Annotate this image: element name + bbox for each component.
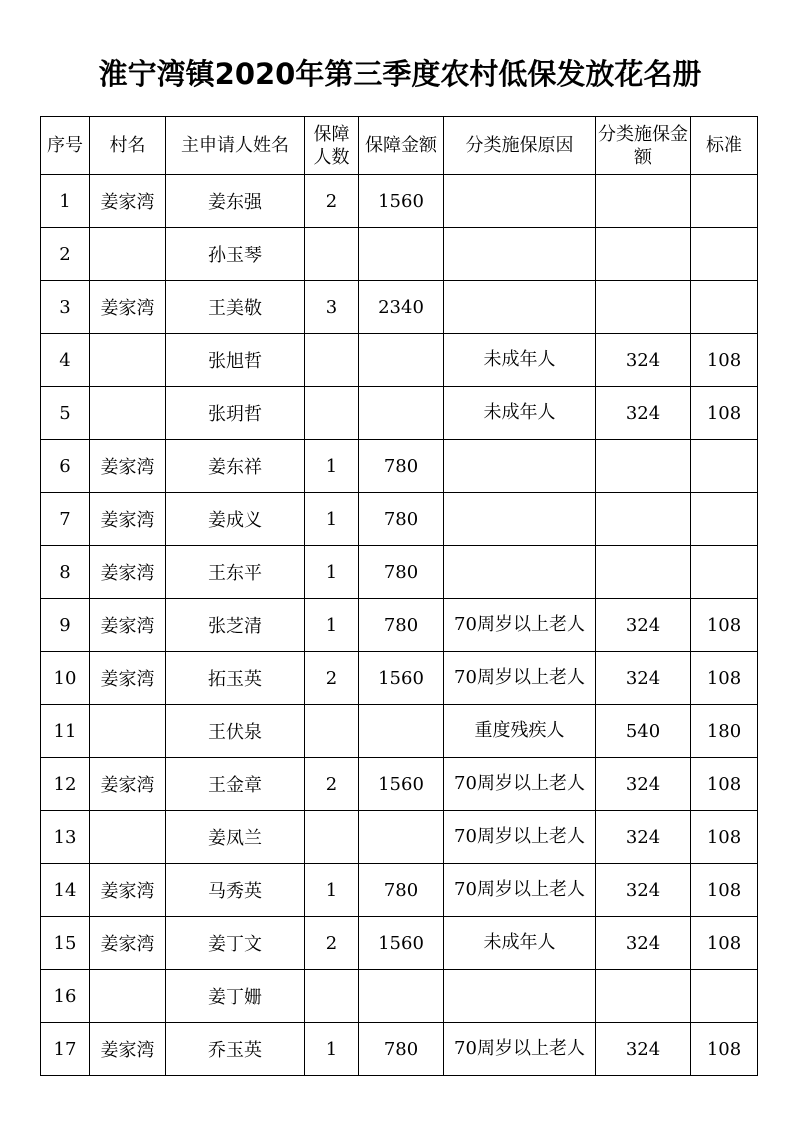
cell-applicant: 张旭哲 xyxy=(166,334,305,387)
cell-class-amount: 324 xyxy=(596,599,691,652)
cell-class-amount: 324 xyxy=(596,387,691,440)
table-row xyxy=(41,281,758,334)
cell-applicant: 张玥哲 xyxy=(166,387,305,440)
cell-reason xyxy=(444,440,596,493)
cell-standard: 108 xyxy=(691,917,758,970)
cell-persons: 1 xyxy=(305,546,359,599)
cell-persons xyxy=(305,970,359,1023)
cell-village xyxy=(90,970,166,1023)
cell-persons: 1 xyxy=(305,864,359,917)
cell-class-amount: 540 xyxy=(596,705,691,758)
cell-persons: 3 xyxy=(305,281,359,334)
cell-class-amount xyxy=(596,440,691,493)
cell-amount: 1560 xyxy=(359,917,444,970)
cell-amount xyxy=(359,970,444,1023)
cell-index: 14 xyxy=(41,864,90,917)
cell-applicant: 王伏泉 xyxy=(166,705,305,758)
cell-standard: 108 xyxy=(691,758,758,811)
cell-applicant: 孙玉琴 xyxy=(166,228,305,281)
roster-table xyxy=(40,116,758,1076)
cell-class-amount: 324 xyxy=(596,652,691,705)
cell-applicant: 姜成义 xyxy=(166,493,305,546)
table-row xyxy=(41,917,758,970)
cell-standard: 108 xyxy=(691,811,758,864)
cell-standard xyxy=(691,970,758,1023)
cell-village: 姜家湾 xyxy=(90,864,166,917)
cell-applicant: 姜东强 xyxy=(166,175,305,228)
cell-amount xyxy=(359,334,444,387)
cell-amount xyxy=(359,811,444,864)
cell-reason: 未成年人 xyxy=(444,917,596,970)
cell-village: 姜家湾 xyxy=(90,546,166,599)
cell-village xyxy=(90,387,166,440)
cell-standard: 180 xyxy=(691,705,758,758)
table-row xyxy=(41,175,758,228)
cell-persons xyxy=(305,334,359,387)
cell-reason xyxy=(444,175,596,228)
cell-index: 11 xyxy=(41,705,90,758)
cell-village: 姜家湾 xyxy=(90,281,166,334)
cell-amount xyxy=(359,387,444,440)
cell-persons: 2 xyxy=(305,758,359,811)
cell-applicant: 王东平 xyxy=(166,546,305,599)
cell-village: 姜家湾 xyxy=(90,652,166,705)
cell-reason: 70周岁以上老人 xyxy=(444,864,596,917)
cell-persons: 1 xyxy=(305,599,359,652)
cell-amount: 780 xyxy=(359,599,444,652)
cell-amount: 1560 xyxy=(359,758,444,811)
cell-standard xyxy=(691,281,758,334)
cell-standard xyxy=(691,228,758,281)
cell-amount: 1560 xyxy=(359,175,444,228)
cell-class-amount: 324 xyxy=(596,1023,691,1076)
cell-reason xyxy=(444,970,596,1023)
cell-index: 3 xyxy=(41,281,90,334)
table-row xyxy=(41,758,758,811)
cell-village: 姜家湾 xyxy=(90,1023,166,1076)
cell-village: 姜家湾 xyxy=(90,599,166,652)
cell-index: 6 xyxy=(41,440,90,493)
table-row xyxy=(41,334,758,387)
cell-applicant: 拓玉英 xyxy=(166,652,305,705)
header-cell-class-amount: 分类施保金额 xyxy=(596,117,691,175)
cell-persons xyxy=(305,811,359,864)
cell-persons: 1 xyxy=(305,440,359,493)
table-row xyxy=(41,440,758,493)
table-row xyxy=(41,387,758,440)
cell-reason xyxy=(444,228,596,281)
table-row xyxy=(41,546,758,599)
cell-village: 姜家湾 xyxy=(90,917,166,970)
cell-index: 7 xyxy=(41,493,90,546)
cell-class-amount: 324 xyxy=(596,917,691,970)
table-row xyxy=(41,652,758,705)
cell-amount: 780 xyxy=(359,546,444,599)
cell-standard xyxy=(691,546,758,599)
cell-persons: 2 xyxy=(305,917,359,970)
cell-applicant: 姜丁文 xyxy=(166,917,305,970)
cell-village xyxy=(90,705,166,758)
cell-index: 5 xyxy=(41,387,90,440)
cell-class-amount: 324 xyxy=(596,334,691,387)
cell-village: 姜家湾 xyxy=(90,758,166,811)
cell-index: 2 xyxy=(41,228,90,281)
cell-reason xyxy=(444,546,596,599)
cell-reason: 未成年人 xyxy=(444,387,596,440)
cell-amount: 1560 xyxy=(359,652,444,705)
header-row xyxy=(41,117,758,175)
cell-standard: 108 xyxy=(691,334,758,387)
cell-applicant: 王美敬 xyxy=(166,281,305,334)
cell-amount: 780 xyxy=(359,493,444,546)
header-cell-standard: 标准 xyxy=(691,117,758,175)
cell-reason: 未成年人 xyxy=(444,334,596,387)
cell-reason: 70周岁以上老人 xyxy=(444,652,596,705)
cell-index: 15 xyxy=(41,917,90,970)
cell-amount: 780 xyxy=(359,864,444,917)
cell-standard: 108 xyxy=(691,387,758,440)
cell-village xyxy=(90,334,166,387)
cell-applicant: 王金章 xyxy=(166,758,305,811)
header-cell-reason: 分类施保原因 xyxy=(444,117,596,175)
cell-amount: 2340 xyxy=(359,281,444,334)
cell-class-amount: 324 xyxy=(596,758,691,811)
table-row xyxy=(41,1023,758,1076)
cell-class-amount xyxy=(596,970,691,1023)
table-row xyxy=(41,493,758,546)
cell-village: 姜家湾 xyxy=(90,440,166,493)
cell-class-amount xyxy=(596,281,691,334)
cell-index: 12 xyxy=(41,758,90,811)
cell-applicant: 马秀英 xyxy=(166,864,305,917)
cell-persons: 2 xyxy=(305,652,359,705)
table-row xyxy=(41,864,758,917)
cell-persons xyxy=(305,387,359,440)
cell-applicant: 姜凤兰 xyxy=(166,811,305,864)
cell-standard: 108 xyxy=(691,1023,758,1076)
cell-village: 姜家湾 xyxy=(90,175,166,228)
cell-reason: 70周岁以上老人 xyxy=(444,1023,596,1076)
header-cell-amount: 保障金额 xyxy=(359,117,444,175)
cell-class-amount xyxy=(596,546,691,599)
cell-standard: 108 xyxy=(691,864,758,917)
cell-amount xyxy=(359,705,444,758)
table-row xyxy=(41,228,758,281)
cell-applicant: 张芝清 xyxy=(166,599,305,652)
cell-index: 10 xyxy=(41,652,90,705)
header-cell-applicant: 主申请人姓名 xyxy=(166,117,305,175)
cell-class-amount: 324 xyxy=(596,811,691,864)
cell-village: 姜家湾 xyxy=(90,493,166,546)
cell-standard: 108 xyxy=(691,599,758,652)
cell-index: 4 xyxy=(41,334,90,387)
cell-persons: 2 xyxy=(305,175,359,228)
cell-class-amount xyxy=(596,175,691,228)
cell-class-amount: 324 xyxy=(596,864,691,917)
cell-village xyxy=(90,811,166,864)
cell-index: 17 xyxy=(41,1023,90,1076)
table-body xyxy=(41,175,758,1076)
cell-persons xyxy=(305,705,359,758)
cell-index: 16 xyxy=(41,970,90,1023)
cell-amount: 780 xyxy=(359,1023,444,1076)
cell-applicant: 乔玉英 xyxy=(166,1023,305,1076)
header-cell-persons: 保障人数 xyxy=(305,117,359,175)
cell-index: 9 xyxy=(41,599,90,652)
table-row xyxy=(41,599,758,652)
header-cell-village: 村名 xyxy=(90,117,166,175)
cell-reason: 70周岁以上老人 xyxy=(444,811,596,864)
table-row xyxy=(41,811,758,864)
cell-applicant: 姜东祥 xyxy=(166,440,305,493)
table-row xyxy=(41,705,758,758)
cell-persons: 1 xyxy=(305,493,359,546)
header-cell-index: 序号 xyxy=(41,117,90,175)
cell-reason xyxy=(444,281,596,334)
cell-index: 13 xyxy=(41,811,90,864)
document-title: 淮宁湾镇2020年第三季度农村低保发放花名册 xyxy=(98,57,702,91)
cell-index: 8 xyxy=(41,546,90,599)
cell-standard xyxy=(691,440,758,493)
cell-reason: 70周岁以上老人 xyxy=(444,599,596,652)
cell-applicant: 姜丁姗 xyxy=(166,970,305,1023)
cell-class-amount xyxy=(596,228,691,281)
cell-amount: 780 xyxy=(359,440,444,493)
cell-standard xyxy=(691,175,758,228)
cell-reason: 70周岁以上老人 xyxy=(444,758,596,811)
table-row xyxy=(41,970,758,1023)
cell-amount xyxy=(359,228,444,281)
cell-persons: 1 xyxy=(305,1023,359,1076)
cell-reason xyxy=(444,493,596,546)
cell-reason: 重度残疾人 xyxy=(444,705,596,758)
cell-standard: 108 xyxy=(691,652,758,705)
cell-index: 1 xyxy=(41,175,90,228)
cell-standard xyxy=(691,493,758,546)
cell-class-amount xyxy=(596,493,691,546)
cell-village xyxy=(90,228,166,281)
cell-persons xyxy=(305,228,359,281)
